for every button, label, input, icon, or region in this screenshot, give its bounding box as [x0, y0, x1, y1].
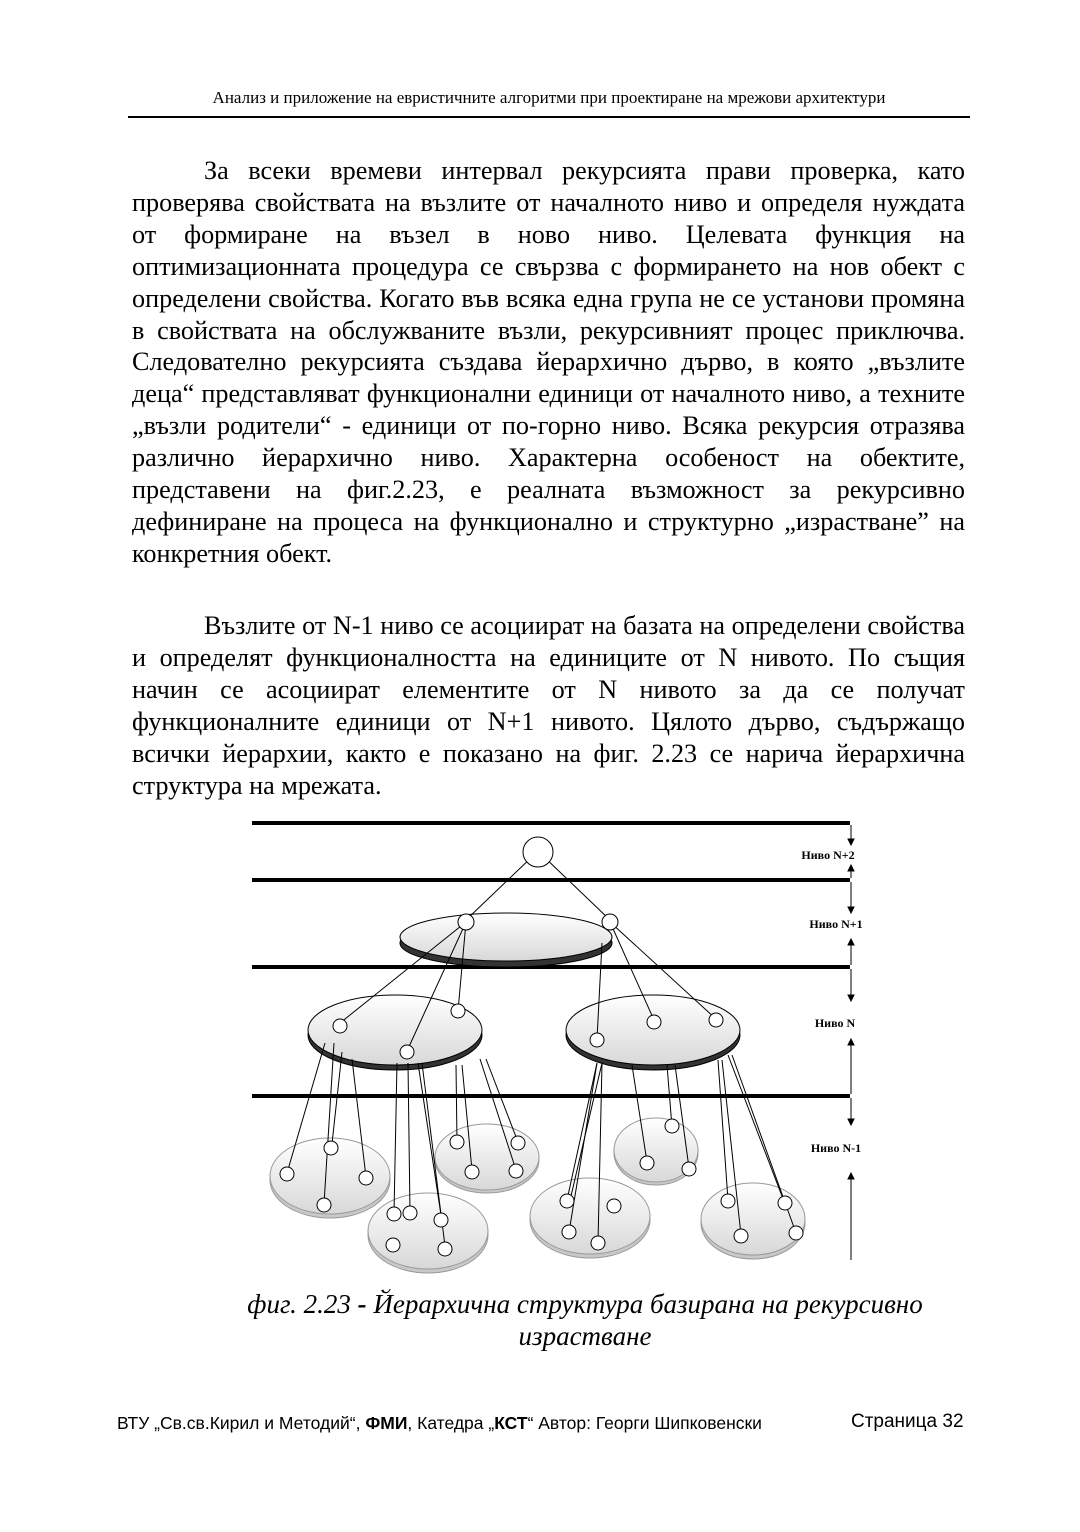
- level-label-n-plus-2: Ниво N+2: [801, 848, 855, 862]
- node: [602, 914, 618, 930]
- paragraph-2-text: Възлите от N-1 ниво се асоциират на базата на определени свойства и определят функционалността на единиците от N нивото. По същия начин се асоциират елементите от N нивото за да се получат функционалните единици от N+1 нивото. Цялото дърво, съдържащо всички йерархии, както е показано на фиг. 2.23 се нарича йерархична структура на мрежата.: [132, 611, 965, 800]
- node: [280, 1167, 294, 1181]
- node: [387, 1207, 401, 1221]
- root-node: [523, 837, 553, 867]
- node: [607, 1199, 621, 1213]
- caption-number: фиг. 2.23: [247, 1289, 351, 1319]
- platform-n-right: [566, 995, 740, 1065]
- caption-dash: -: [350, 1289, 374, 1319]
- node: [591, 1236, 605, 1250]
- node: [403, 1206, 417, 1220]
- node: [324, 1141, 338, 1155]
- node: [458, 914, 474, 930]
- footer-faculty: ФМИ: [365, 1413, 408, 1433]
- node: [511, 1136, 525, 1150]
- node: [359, 1171, 373, 1185]
- node: [509, 1164, 523, 1178]
- node: [438, 1242, 452, 1256]
- level-label-n-minus-1: Ниво N-1: [810, 1141, 862, 1155]
- node: [400, 1045, 414, 1059]
- node: [317, 1198, 331, 1212]
- footer-dept-prefix: , Катедра „: [407, 1413, 495, 1433]
- node: [665, 1119, 679, 1133]
- hierarchy-figure: [240, 815, 880, 1275]
- node: [450, 1135, 464, 1149]
- level-label-n: Ниво N: [814, 1016, 856, 1030]
- footer-author: “ Автор: Георги Шипковенски: [527, 1413, 762, 1433]
- node: [721, 1194, 735, 1208]
- platform-n-plus-1: [400, 913, 612, 961]
- node: [682, 1162, 696, 1176]
- level-arrows: [848, 825, 854, 1260]
- header-rule: [128, 116, 970, 118]
- paragraph-1: [132, 155, 965, 570]
- node: [640, 1156, 654, 1170]
- node: [590, 1033, 604, 1047]
- node: [465, 1165, 479, 1179]
- paragraph-2: [132, 610, 965, 801]
- footer-university: ВТУ „Св.св.Кирил и Методий“,: [117, 1413, 366, 1433]
- node: [434, 1213, 448, 1227]
- node: [386, 1238, 400, 1252]
- figure-caption: [200, 1288, 970, 1352]
- node: [333, 1019, 347, 1033]
- footer-info: [117, 1413, 762, 1434]
- node: [451, 1004, 465, 1018]
- node: [560, 1194, 574, 1208]
- node: [789, 1226, 803, 1240]
- node: [734, 1229, 748, 1243]
- node: [562, 1225, 576, 1239]
- running-header: Анализ и приложение на евристичните алгоритми при проектиране на мрежови архитектури: [212, 88, 886, 107]
- page-number: Страница 32: [851, 1411, 964, 1432]
- caption-text: Йерархична структура базирана на рекурсивно израстване: [373, 1289, 923, 1351]
- level-label-n-plus-1: Ниво N+1: [809, 917, 863, 931]
- node: [778, 1196, 792, 1210]
- node: [647, 1015, 661, 1029]
- node: [709, 1013, 723, 1027]
- paragraph-1-text: За всеки времеви интервал рекурсията прави проверка, като проверява свойствата на възлите от началното ниво и определя нуждата от формиране на възел в ново ниво. Целевата функция на оптимизационната процедура се свързва с формирането на нов обект с определени свойства. Когато във всяка една група не се установи промяна в свойствата на обслужваните възли, рекурсивният процес приключва. Следователно рекурсията създава йерархично дърво, в която „възлите деца“ представляват функционални единици от началното ниво, а техните „възли родители“ - единици от по-горно ниво. Всяка рекурсия отразява различно йерархично ниво. Характерна особеност на обектите, представени на фиг.2.23, е реалната възможност за рекурсивно дефиниране на процеса на функционално и структурно „израстване” на конкретния обект.: [132, 156, 965, 568]
- footer-dept: КСТ: [494, 1413, 528, 1433]
